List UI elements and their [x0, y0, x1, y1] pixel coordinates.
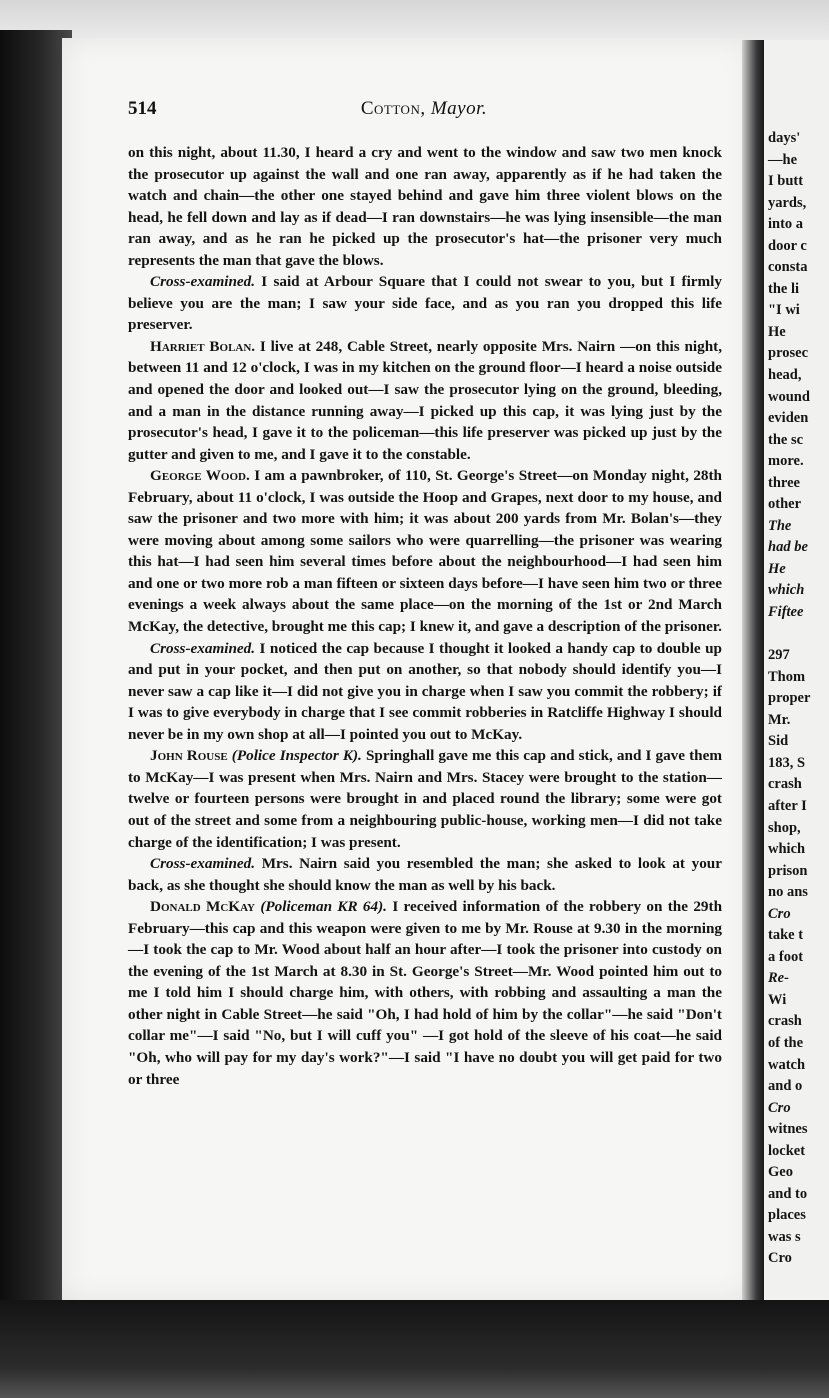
right-page-line: and o: [768, 1078, 803, 1095]
right-page-line: and to: [768, 1185, 808, 1202]
right-page-line: three: [768, 474, 800, 491]
right-page-line: 297: [768, 647, 790, 664]
right-page-line: Mr.: [768, 711, 791, 728]
paragraph: [128, 745, 722, 853]
running-head-title: Mayor.: [430, 98, 488, 119]
paragraph-text: I received information of the robbery on the 29th February—this cap and this weapon were given to me by Mr. Rouse at 9.30 in the morning—I took the cap to Mr. Wood about half an hour after—I took the prisoner into custody on the evening of the 1st March at 8.30 in St. George's Street—Mr. Wood pointed him out to me I told him I should charge him, with others, with robbing and assaulting a man the other night in Cable Street—he said "Oh, I had hold of him by the collar"—he said "Don't collar me"—I said "No, but I will cuff you" —I got hold of the sleeve of his coat—he said "Oh, who will pay for my day's work?"—I said "I have no doubt you will get paid for two or three: [128, 898, 723, 1088]
right-page-line: Thom: [768, 668, 806, 685]
right-page-line: prison: [768, 862, 808, 879]
right-page-line: [768, 624, 829, 646]
right-page-line: take t: [768, 927, 804, 944]
cross-examined-label: Cross-examined.: [150, 273, 256, 291]
right-page-line: after I: [768, 797, 807, 814]
running-head-name: Cotton,: [360, 98, 426, 119]
right-page-line: eviden: [768, 410, 809, 427]
cross-examined-label: Cross-examined.: [150, 639, 256, 657]
paragraph: [128, 896, 722, 1090]
right-page-line: places: [768, 1207, 806, 1224]
right-page-line: was s: [768, 1228, 801, 1245]
right-page-line: Cro: [768, 1099, 791, 1116]
right-page-line: "I wi: [768, 302, 800, 319]
witness-name: Donald McKay: [150, 898, 255, 916]
right-page-line: consta: [768, 259, 808, 276]
right-page-line: proper: [768, 690, 811, 707]
witness-name: Harriet Bolan.: [150, 337, 256, 355]
right-page-line: —he: [768, 151, 797, 168]
main-text: [128, 142, 722, 1090]
paragraph: [128, 853, 722, 896]
right-page-line: door c: [768, 237, 807, 254]
right-page-line: days': [768, 130, 801, 146]
right-page-line: Fiftee: [768, 604, 804, 621]
paragraph-text: Springhall gave me this cap and stick, and I gave them to McKay—I was present when Mrs. Nairn and Mrs. Stacey were brought to the station—twelve or fourteen persons were brought in and placed round the library; some were got out of the street and some from a neighbouring public-house, working men—I did not take charge of the identification; I was present.: [128, 747, 723, 851]
page-number: 514: [128, 98, 157, 119]
witness-name: John Rouse: [150, 747, 228, 765]
right-page-line: other: [768, 496, 802, 513]
right-page-line: shop,: [768, 819, 801, 836]
right-page-line: of the: [768, 1034, 804, 1051]
right-page-line: Geo: [768, 1164, 793, 1181]
right-page-line: witnes: [768, 1121, 808, 1138]
right-page-text-fragments: [768, 128, 829, 1270]
paragraph-text: I noticed the cap because I thought it looked a handy cap to double up and put in your pocket, and then put on another, so that nobody should identify you—I never saw a cap like it—I did not give you in charge when I saw you commit the robbery; if I was to give everybody in charge that I see commit robberies in Ratcliffe Highway I should never be in my own shop at all—I pointed you out to McKay.: [128, 639, 723, 743]
paragraph-text: I live at 248, Cable Street, nearly opposite Mrs. Nairn —on this night, between 11 and 12 o'clock, I was in my kitchen on the ground floor—I heard a noise outside and opened the door and looked out—I saw the prosecutor lying on the ground, bleeding, and a man in the distance running away—I picked up this cap, it was lying just by the prosecutor's head, I gave it to the policeman—this life preserver was picked up just by the gutter and given to me, and I gave it to the constable.: [128, 337, 723, 463]
right-page-line: more.: [768, 453, 804, 470]
witness-role: (Policeman KR 64).: [260, 898, 387, 916]
witness-role: (Police Inspector K).: [231, 747, 362, 765]
right-page-line: a foot: [768, 948, 804, 965]
right-page-line: locket: [768, 1142, 806, 1159]
paragraph: [128, 142, 722, 271]
book-gutter: [742, 40, 766, 1302]
right-page-line: had be: [768, 539, 808, 556]
paragraph-text: I said at Arbour Square that I could not swear to you, but I firmly believe you are the man; I saw your side face, and as you ran you dropped this life preserver.: [128, 273, 722, 334]
right-page-line: crash: [768, 776, 802, 793]
right-page-line: crash: [768, 1013, 802, 1030]
right-page-line: no ans: [768, 884, 808, 901]
right-page-line: Cro: [768, 905, 791, 922]
scan-background-bottom: [0, 1300, 829, 1398]
paragraph: [128, 465, 722, 637]
page-header: [128, 98, 720, 130]
right-page-line: watch: [768, 1056, 806, 1073]
right-page-line: The: [768, 517, 792, 534]
right-page-line: I butt: [768, 173, 804, 190]
witness-name: George Wood.: [150, 467, 250, 485]
right-page-line: He: [768, 560, 786, 577]
right-page-line: head,: [768, 367, 802, 384]
right-page-line: which: [768, 841, 806, 858]
paragraph-text: Mrs. Nairn said you resembled the man; she asked to look at your back, as she thought she should know the man as well by his back.: [128, 855, 722, 894]
right-page-line: Sid: [768, 733, 789, 750]
right-page-line: He: [768, 323, 786, 340]
running-head: [128, 98, 720, 120]
paragraph: [128, 336, 722, 465]
cross-examined-label: Cross-examined.: [150, 855, 256, 873]
right-page: [764, 40, 829, 1302]
right-page-line: Re-: [768, 970, 789, 987]
right-page-line: the li: [768, 280, 800, 297]
paragraph: [128, 271, 722, 336]
right-page-line: Wi: [768, 991, 787, 1008]
paragraph-text: on this night, about 11.30, I heard a cry and went to the window and saw two men knock the prosecutor up against the wall and one ran away, apparently as if he had taken the watch and chain—the other one stayed behind and gave him three violent blows on the head, he fell down and lay as if dead—I ran downstairs—he was lying insensible—the man ran away, and as he ran he picked up the prosecutor's hat—the prisoner very much represents the man that gave the blows.: [128, 144, 722, 269]
right-page-line: wound: [768, 388, 810, 405]
paragraph: [128, 638, 722, 746]
right-page-line: prosec: [768, 345, 809, 362]
right-page-line: the sc: [768, 431, 804, 448]
right-page-line: Cro: [768, 1250, 792, 1267]
right-page-line: 183, S: [768, 754, 806, 771]
right-page-line: into a: [768, 216, 804, 233]
paragraph-text: I am a pawnbroker, of 110, St. George's Street—on Monday night, 28th February, about 11 o'clock, I was outside the Hoop and Grapes, next door to my house, and saw the prisoner and two more with him; it was about 200 yards from Mr. Bolan's—they were moving about among some sailors who were quarrelling—the prisoner was wearing this hat—I had seen him several times before about the neighbourhood—I had seen him and one or two more rob a man fifteen or sixteen days before—I have seen him two or three evenings a week always about the same place—on the morning of the 1st or 2nd March McKay, the detective, brought me this cap; I knew it, and gave a description of the prisoner.: [128, 467, 723, 636]
right-page-line: which: [768, 582, 805, 599]
right-page-line: yards,: [768, 194, 807, 211]
